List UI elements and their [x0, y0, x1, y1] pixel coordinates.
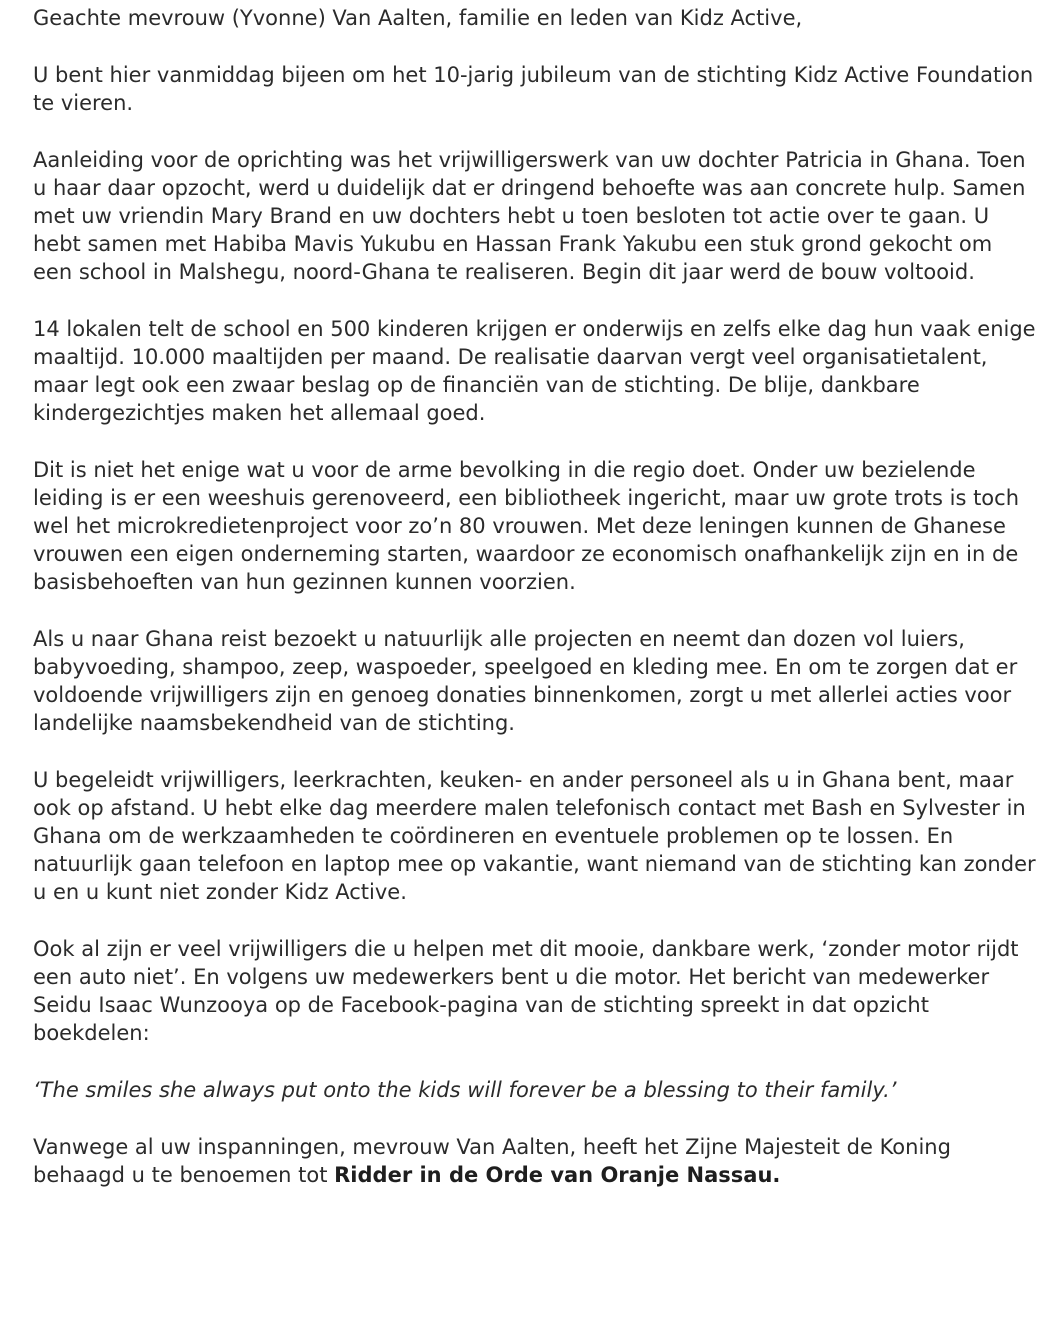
paragraph-guidance: U begeleidt vrijwilligers, leerkrachten, keuken- en ander personeel als u in Ghana bent, maar ook op afstand. U hebt elke dag meerdere malen telefonisch contact met Bash en Sylvester in Ghana om de werkzaamheden te coördineren en eventuele problemen op te lossen. En natuurlijk gaan telefoon en laptop mee op vakantie, want niemand van de stichting kan zonder u en u kunt niet zonder Kidz Active.: [33, 768, 1036, 904]
paragraph-travel: Als u naar Ghana reist bezoekt u natuurlijk alle projecten en neemt dan dozen vol luiers, babyvoeding, shampoo, zeep, waspoeder, speelgoed en kleding mee. En om te zorgen dat er voldoende vrijwilligers zijn en genoeg donaties binnenkomen, zorgt u met allerlei acties voor landelijke naamsbekendheid van de stichting.: [33, 627, 1018, 735]
paragraph-founding: Aanleiding voor de oprichting was het vrijwilligerswerk van uw dochter Patricia in Ghana. Toen u haar daar opzocht, werd u duidelijk dat er dringend behoefte was aan concrete hulp. Samen met uw vriendin Mary Brand en uw dochters hebt u toen besloten tot actie over te gaan. U hebt samen met Habiba Mavis Yukubu en Hassan Frank Yakubu een stuk grond gekocht om een school in Malshegu, noord-Ghana te realiseren. Begin dit jaar werd de bouw voltooid.: [33, 148, 1026, 284]
paragraph-school: 14 lokalen telt de school en 500 kinderen krijgen er onderwijs en zelfs elke dag hun vaak enige maaltijd. 10.000 maaltijden per maand. De realisatie daarvan vergt veel organisatietalent, maar legt ook een zwaar beslag op de financiën van de stichting. De blije, dankbare kindergezichtjes maken het allemaal goed.: [33, 317, 1036, 425]
closing-honor: Ridder in de Orde van Oranje Nassau.: [334, 1163, 781, 1187]
paragraph-motor: Ook al zijn er veel vrijwilligers die u helpen met dit mooie, dankbare werk, ‘zonder motor rijdt een auto niet’. En volgens uw medewerkers bent u die motor. Het bericht van medewerker Seidu Isaac Wunzooya op de Facebook-pagina van de stichting spreekt in dat opzicht boekdelen:: [33, 937, 1019, 1045]
closing-text: Vanwege al uw inspanningen, mevrouw Van Aalten, heeft het Zijne Majesteit de Koning behaagd u te benoemen tot: [33, 1135, 951, 1187]
paragraph-projects: Dit is niet het enige wat u voor de arme bevolking in die regio doet. Onder uw bezielende leiding is er een weeshuis gerenoveerd, een bibliotheek ingericht, maar uw grote trots is toch wel het microkredietenproject voor zo’n 80 vrouwen. Met deze leningen kunnen de Ghanese vrouwen een eigen onderneming starten, waardoor ze economisch onafhankelijk zijn en in de basisbehoeften van hun gezinnen kunnen voorzien.: [33, 458, 1020, 594]
paragraph-closing: [33, 1133, 1038, 1189]
facebook-quote: ‘The smiles she always put onto the kids will forever be a blessing to their family.’: [33, 1078, 897, 1102]
salutation: Geachte mevrouw (Yvonne) Van Aalten, familie en leden van Kidz Active,: [33, 6, 803, 30]
paragraph-jubilee: U bent hier vanmiddag bijeen om het 10-jarig jubileum van de stichting Kidz Active Foundation te vieren.: [33, 63, 1034, 115]
